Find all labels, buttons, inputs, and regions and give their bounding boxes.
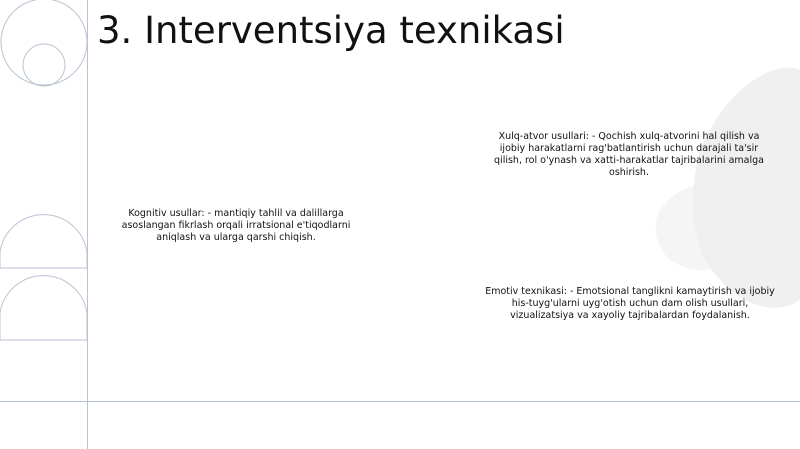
cognitive-methods-text: Kognitiv usullar: - mantiqiy tahlil va dalillarga asoslangan fikrlash orqali irratsional e'tiqodlarni aniqlash va ularga qarshi chiqish. bbox=[121, 208, 351, 243]
arch-decoration bbox=[0, 215, 87, 340]
behavior-methods-text: Xulq-atvor usullari: - Qochish xulq-atvorini hal qilish va ijobiy harakatlarni rag'batlantirish uchun darajali ta'sir qilish, rol o'ynash va xatti-harakatlar tajribalarini amalga oshirish. bbox=[494, 131, 764, 178]
leaf-decoration bbox=[656, 68, 800, 308]
slide-title: 3. Interventsiya texnikasi bbox=[97, 9, 565, 52]
circle-decoration bbox=[1, 0, 87, 86]
emotive-techniques-text: Emotiv texnikasi: - Emotsional tanglikni kamaytirish va ijobiy his-tuyg'ularni uyg'otish uchun dam olish usullari, vizualizatsiya va xayoliy tajribalardan foydalanish. bbox=[485, 286, 775, 321]
